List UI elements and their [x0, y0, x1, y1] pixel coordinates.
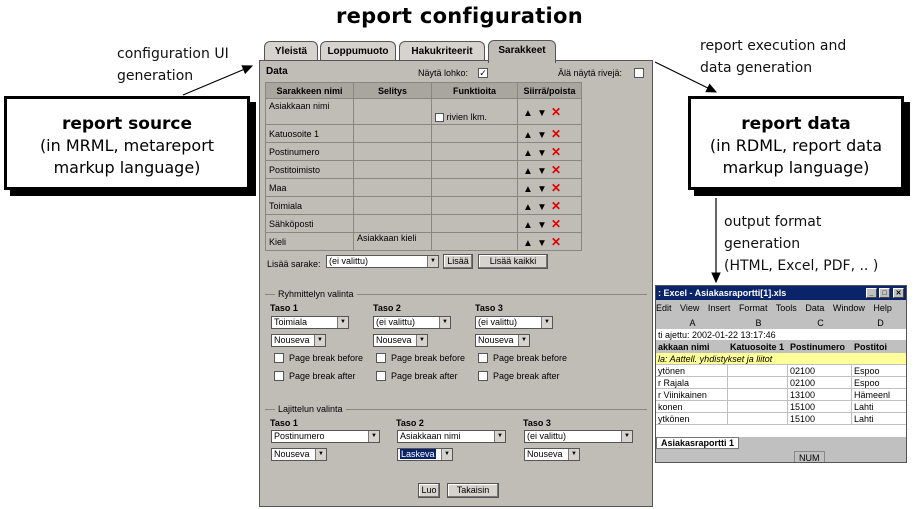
- sheet-tab-bar: [656, 437, 907, 449]
- table-row: [266, 179, 582, 197]
- delete-icon[interactable]: ✕: [550, 234, 562, 249]
- menu-window[interactable]: Window: [832, 303, 865, 313]
- row-move: [518, 233, 582, 251]
- execution-note: report execution and data generation: [700, 38, 847, 76]
- move-down-icon[interactable]: ▼: [537, 237, 547, 249]
- move-down-icon[interactable]: ▼: [537, 129, 547, 141]
- row-name: Sähköposti: [266, 215, 354, 233]
- chevron-down-icon: ▼: [416, 335, 427, 346]
- row-move: [518, 99, 582, 125]
- page-break-after-3-checkbox[interactable]: [478, 371, 488, 381]
- table-row: ytkönen 15100 Lahti: [656, 413, 907, 425]
- table-row: ytönen 02100 Espoo: [656, 365, 907, 377]
- delete-icon[interactable]: ✕: [550, 180, 562, 195]
- table-row: [266, 161, 582, 179]
- move-up-icon[interactable]: ▲: [523, 219, 533, 231]
- chevron-down-icon: ▼: [439, 317, 450, 328]
- sort-level-2-label: Taso 2: [396, 418, 424, 428]
- row-move: [518, 197, 582, 215]
- menu-view[interactable]: View: [680, 303, 700, 313]
- chevron-down-icon: ▼: [368, 431, 379, 442]
- column-letter[interactable]: C: [788, 317, 852, 329]
- column-letter[interactable]: B: [728, 317, 788, 329]
- num-indicator: NUM: [794, 451, 825, 463]
- move-down-icon[interactable]: ▼: [537, 165, 547, 177]
- table-row: r Rajala 02100 Espoo: [656, 377, 907, 389]
- chevron-down-icon: ▼: [427, 256, 438, 267]
- col-header-desc: Selitys: [354, 83, 432, 99]
- menu-tools[interactable]: Tools: [775, 303, 797, 313]
- row-name: Maa: [266, 179, 354, 197]
- delete-icon[interactable]: ✕: [550, 198, 562, 213]
- column-letter[interactable]: A: [656, 317, 728, 329]
- excel-menu-bar: [656, 302, 907, 315]
- group-level-2-label: Taso 2: [373, 303, 401, 313]
- row-name: Postinumero: [266, 143, 354, 161]
- row-func: [432, 179, 518, 197]
- sort-level-3-field[interactable]: (ei valittu) ▼: [524, 430, 633, 443]
- grouping-legend: Ryhmittelyn valinta: [275, 289, 357, 299]
- show-block-label: Näytä lohko:: [418, 68, 469, 78]
- row-func: rivien lkm.: [432, 99, 518, 125]
- count-rows-checkbox[interactable]: [435, 113, 444, 122]
- column-letters-row: [656, 317, 907, 329]
- page-break-before-2-label: Page break before: [391, 353, 466, 363]
- row-func: [432, 215, 518, 233]
- maximize-icon[interactable]: □: [879, 288, 890, 298]
- tab-sarakkeet[interactable]: Sarakkeet: [488, 40, 556, 63]
- chevron-down-icon: ▼: [441, 449, 452, 460]
- minimize-icon[interactable]: _: [866, 288, 877, 298]
- group-level-1-order[interactable]: Nouseva ▼: [271, 334, 326, 347]
- chevron-down-icon: ▼: [568, 449, 579, 460]
- delete-icon[interactable]: ✕: [550, 104, 562, 119]
- sort-level-2-field[interactable]: Asiakkaan nimi ▼: [397, 430, 506, 443]
- sorting-legend: Lajittelun valinta: [275, 404, 346, 414]
- delete-icon[interactable]: ✕: [550, 162, 562, 177]
- delete-icon[interactable]: ✕: [550, 144, 562, 159]
- excel-sheet[interactable]: [656, 317, 907, 437]
- move-up-icon[interactable]: ▲: [523, 183, 533, 195]
- header-row: akkaan nimi Katuosoite 1 Postinumero Postitoi: [656, 341, 907, 353]
- create-button[interactable]: Luo: [418, 483, 440, 498]
- row-desc: [354, 197, 432, 215]
- move-up-icon[interactable]: ▲: [523, 237, 533, 249]
- move-down-icon[interactable]: ▼: [537, 201, 547, 213]
- page-break-before-1-checkbox[interactable]: [274, 353, 284, 363]
- row-func: [432, 197, 518, 215]
- tab-yleista[interactable]: Yleistä: [264, 41, 318, 61]
- move-down-icon[interactable]: ▼: [537, 107, 547, 119]
- table-row: [266, 215, 582, 233]
- row-move: [518, 143, 582, 161]
- move-down-icon[interactable]: ▼: [537, 183, 547, 195]
- delete-icon[interactable]: ✕: [550, 126, 562, 141]
- col-header-func: Funktioita: [432, 83, 518, 99]
- page-break-after-3-label: Page break after: [493, 371, 560, 381]
- row-desc: [354, 143, 432, 161]
- table-row: [266, 197, 582, 215]
- config-ui-note: configuration UI generation: [117, 46, 229, 84]
- move-down-icon[interactable]: ▼: [537, 219, 547, 231]
- column-letter[interactable]: D: [852, 317, 907, 329]
- row-desc: [354, 99, 432, 125]
- row-move: [518, 125, 582, 143]
- row-name: Asiakkaan nimi: [266, 99, 354, 125]
- col-header-name: Sarakkeen nimi: [266, 83, 354, 99]
- menu-data[interactable]: Data: [805, 303, 825, 313]
- chevron-down-icon: ▼: [337, 317, 348, 328]
- move-up-icon[interactable]: ▲: [523, 201, 533, 213]
- group-level-2-field[interactable]: (ei valittu) ▼: [373, 316, 451, 329]
- group-level-1-label: Taso 1: [270, 303, 298, 313]
- tab-loppumuoto[interactable]: Loppumuoto: [320, 41, 396, 61]
- output-note: output format generation (HTML, Excel, PDF, .. ): [724, 214, 879, 274]
- page-break-before-3-label: Page break before: [493, 353, 568, 363]
- group-level-3-field[interactable]: (ei valittu) ▼: [475, 316, 553, 329]
- sheet-tab[interactable]: Asiakasraportti 1: [656, 437, 739, 449]
- chevron-down-icon: ▼: [541, 317, 552, 328]
- chevron-down-icon: ▼: [518, 335, 529, 346]
- row-func: [432, 233, 518, 251]
- add-column-label: Lisää sarake:: [267, 259, 321, 269]
- excel-title-bar: : Excel - Asiakasraportti[1].xls _ □ ✕: [656, 286, 907, 300]
- chevron-down-icon: ▼: [621, 431, 632, 442]
- hide-rows-checkbox[interactable]: [634, 68, 644, 78]
- table-row: [266, 99, 582, 125]
- add-all-button[interactable]: Lisää kaikki: [478, 254, 548, 269]
- table-row: [266, 125, 582, 143]
- excel-window: [655, 285, 907, 463]
- columns-table: [265, 82, 582, 251]
- sort-level-1-order[interactable]: Nouseva ▼: [271, 448, 327, 461]
- diagram-title: report configuration: [335, 4, 584, 28]
- page-break-before-3-checkbox[interactable]: [478, 353, 488, 363]
- group-level-2-order[interactable]: Nouseva ▼: [373, 334, 428, 347]
- col-header-move: Siirrä/poista: [518, 83, 582, 99]
- row-name: Postitoimisto: [266, 161, 354, 179]
- data-section-label: Data: [266, 66, 288, 77]
- chevron-down-icon: ▼: [315, 449, 326, 460]
- report-data-box: report data (in RDML, report data markup language): [688, 96, 904, 190]
- move-up-icon[interactable]: ▲: [523, 107, 533, 119]
- page-break-after-1-checkbox[interactable]: [274, 371, 284, 381]
- move-down-icon[interactable]: ▼: [537, 147, 547, 159]
- menu-edit[interactable]: Edit: [656, 303, 672, 313]
- page-break-after-2-checkbox[interactable]: [376, 371, 386, 381]
- group-row: la: Aattell. yhdistykset ja liitot: [656, 353, 907, 365]
- status-bar: [656, 451, 907, 463]
- row-func: [432, 125, 518, 143]
- move-up-icon[interactable]: ▲: [523, 129, 533, 141]
- row-name: Kieli: [266, 233, 354, 251]
- sort-level-3-label: Taso 3: [523, 418, 551, 428]
- row-move: [518, 179, 582, 197]
- group-level-3-order[interactable]: Nouseva ▼: [475, 334, 530, 347]
- chevron-down-icon: ▼: [494, 431, 505, 442]
- row-move: [518, 215, 582, 233]
- sort-level-1-field[interactable]: Postinumero ▼: [271, 430, 380, 443]
- close-icon[interactable]: ✕: [893, 288, 904, 298]
- delete-icon[interactable]: ✕: [550, 216, 562, 231]
- menu-help[interactable]: Help: [873, 303, 892, 313]
- hide-rows-label: Älä näytä rivejä:: [558, 68, 623, 78]
- table-row: [266, 143, 582, 161]
- group-level-1-field[interactable]: Toimiala ▼: [271, 316, 349, 329]
- arrow-ui-to-data: [655, 62, 716, 92]
- table-row: konen 15100 Lahti: [656, 401, 907, 413]
- add-button[interactable]: Lisää: [443, 254, 473, 269]
- add-column-select[interactable]: (ei valittu) ▼: [326, 255, 439, 268]
- sort-level-2-order[interactable]: Laskeva ▼: [397, 448, 453, 461]
- arrow-source-to-ui: [183, 66, 252, 95]
- menu-insert[interactable]: Insert: [707, 303, 731, 313]
- page-break-after-2-label: Page break after: [391, 371, 458, 381]
- back-button[interactable]: Takaisin: [447, 483, 499, 498]
- report-source-box: report source (in MRML, metareport markup language): [4, 96, 250, 190]
- page-break-before-2-checkbox[interactable]: [376, 353, 386, 363]
- table-row: r Viinikainen 13100 Hämeenl: [656, 389, 907, 401]
- row-desc: [354, 179, 432, 197]
- run-time-row: ti ajettu: 2002-01-22 13:17:46: [656, 329, 907, 341]
- chevron-down-icon: ▼: [314, 335, 325, 346]
- row-move: [518, 161, 582, 179]
- page-break-after-1-label: Page break after: [289, 371, 356, 381]
- tab-hakukriteerit[interactable]: Hakukriteerit: [399, 41, 485, 61]
- move-up-icon[interactable]: ▲: [523, 147, 533, 159]
- row-func: [432, 143, 518, 161]
- table-row: [266, 233, 582, 251]
- row-desc: [354, 215, 432, 233]
- sort-level-1-label: Taso 1: [270, 418, 298, 428]
- move-up-icon[interactable]: ▲: [523, 165, 533, 177]
- row-desc: [354, 125, 432, 143]
- page-break-before-1-label: Page break before: [289, 353, 364, 363]
- row-name: Toimiala: [266, 197, 354, 215]
- sort-level-3-order[interactable]: Nouseva ▼: [524, 448, 580, 461]
- row-desc: Asiakkaan kieli: [354, 233, 432, 251]
- show-block-checkbox[interactable]: ✓: [479, 68, 487, 78]
- menu-format[interactable]: Format: [738, 303, 768, 313]
- group-level-3-label: Taso 3: [475, 303, 503, 313]
- row-name: Katuosoite 1: [266, 125, 354, 143]
- row-desc: [354, 161, 432, 179]
- config-dialog: [259, 60, 653, 507]
- row-func: [432, 161, 518, 179]
